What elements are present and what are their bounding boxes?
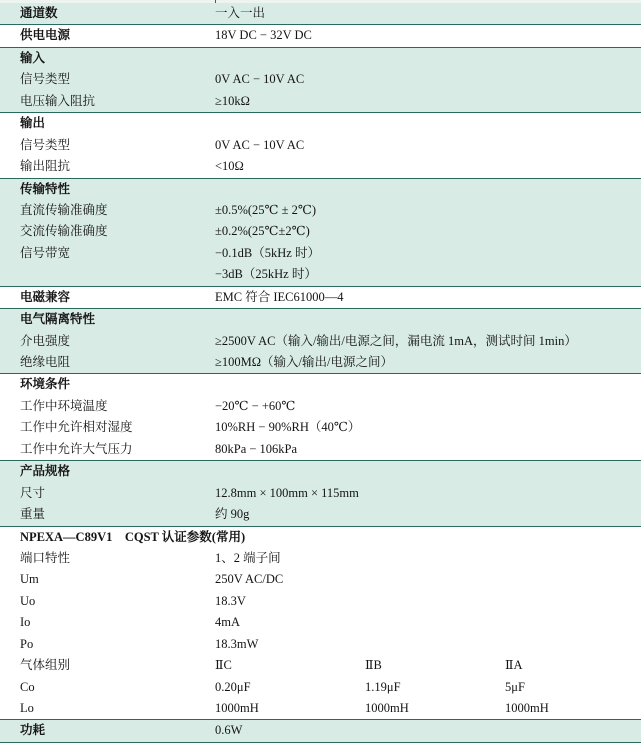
row-value: 约 90g <box>215 507 250 522</box>
row-value: 10%RH − 90%RH（40℃） <box>215 420 361 435</box>
table-row <box>0 677 641 698</box>
row-label: 输出 <box>20 116 46 131</box>
row-value: ⅡB <box>365 658 382 673</box>
row-label: Lo <box>20 701 34 716</box>
row-label: 信号类型 <box>20 137 71 152</box>
row-value: 4mA <box>215 615 240 630</box>
table-row <box>0 308 641 330</box>
row-value: 18.3mW <box>215 636 259 651</box>
table-row <box>0 569 641 590</box>
row-value: 5μF <box>505 679 525 694</box>
table-row <box>0 221 641 242</box>
row-value: ≥10kΩ <box>215 93 250 108</box>
row-label: 电压输入阻抗 <box>20 93 96 108</box>
table-row <box>0 135 641 156</box>
row-label: Uo <box>20 593 36 608</box>
table-row <box>0 373 641 395</box>
row-label: 信号类型 <box>20 72 71 87</box>
row-value: 1000mH <box>365 701 409 716</box>
row-value: 一入一出 <box>215 6 266 20</box>
row-label: 传输特性 <box>20 181 71 196</box>
row-value: ⅡA <box>505 658 523 673</box>
table-row <box>0 91 641 112</box>
spec-table-rows <box>0 3 641 743</box>
row-value: −20℃ − +60℃ <box>215 398 296 413</box>
table-row <box>0 698 641 719</box>
row-value: 1.19μF <box>365 679 401 694</box>
table-row <box>0 504 641 525</box>
table-row <box>0 331 641 352</box>
table-row <box>0 24 641 46</box>
row-label: 工作中环境温度 <box>20 398 108 413</box>
table-row <box>0 719 641 742</box>
row-label: 尺寸 <box>20 485 46 500</box>
row-value: 1000mH <box>505 701 549 716</box>
table-row <box>0 112 641 134</box>
row-label: Co <box>20 679 35 694</box>
row-label: 产品规格 <box>20 464 71 479</box>
table-row <box>0 243 641 286</box>
row-label: 输入 <box>20 50 46 65</box>
row-value: −3dB（25kHz 时） <box>215 267 317 282</box>
table-row <box>0 634 641 655</box>
row-label: 工作中允许相对湿度 <box>20 420 133 435</box>
row-label: 电气隔离特性 <box>20 312 96 327</box>
row-label: 直流传输准确度 <box>20 202 108 217</box>
row-label: 电磁兼容 <box>20 289 71 304</box>
row-label: 介电强度 <box>20 333 71 348</box>
row-label: NPEXA—C89V1 CQST 认证参数(常用) <box>20 529 246 544</box>
table-row <box>0 591 641 612</box>
row-value: 0V AC − 10V AC <box>215 137 305 152</box>
row-label: 交流传输准确度 <box>20 224 108 239</box>
table-row <box>0 156 641 177</box>
table-row <box>0 548 641 569</box>
table-row <box>0 655 641 676</box>
table-row <box>0 178 641 200</box>
row-label: 绝缘电阻 <box>20 355 71 370</box>
row-value: EMC 符合 IEC61000—4 <box>215 289 344 304</box>
row-value: <10Ω <box>215 159 244 174</box>
row-label: 工作中允许大气压力 <box>20 441 133 456</box>
row-label: 供电电源 <box>20 28 71 43</box>
table-row <box>0 69 641 90</box>
table-row <box>0 612 641 633</box>
row-label: Um <box>20 572 39 587</box>
row-label: 重量 <box>20 507 46 522</box>
row-label: 通道数 <box>20 6 58 20</box>
row-value: 18V DC − 32V DC <box>215 28 312 43</box>
row-value: −0.1dB（5kHz 时） <box>215 245 320 260</box>
row-value: 12.8mm × 100mm × 115mm <box>215 485 359 500</box>
row-label: 气体组别 <box>20 658 71 673</box>
table-row <box>0 439 641 460</box>
row-value: ≥100MΩ（输入/输出/电源之间） <box>215 355 393 370</box>
table-row <box>0 200 641 221</box>
row-value: 0.6W <box>215 723 243 738</box>
row-value: 0V AC − 10V AC <box>215 72 305 87</box>
row-label: 端口特性 <box>20 550 71 565</box>
row-value: 18.3V <box>215 593 246 608</box>
table-row <box>0 286 641 308</box>
row-label: 环境条件 <box>20 377 71 392</box>
row-value: ±0.2%(25℃±2℃) <box>215 224 310 239</box>
table-row <box>0 396 641 417</box>
row-label: 输出阻抗 <box>20 159 71 174</box>
table-row <box>0 460 641 482</box>
table-row <box>0 352 641 373</box>
row-label: Io <box>20 615 31 630</box>
table-row <box>0 47 641 69</box>
table-row <box>0 526 641 548</box>
table-row <box>0 483 641 504</box>
row-value: 80kPa − 106kPa <box>215 441 298 456</box>
row-value: 250V AC/DC <box>215 572 284 587</box>
row-label: 信号带宽 <box>20 245 71 260</box>
row-value: ⅡC <box>215 658 232 673</box>
row-label: 功耗 <box>20 723 46 738</box>
table-row <box>0 3 641 24</box>
row-label: Po <box>20 636 34 651</box>
row-value: 1、2 端子间 <box>215 550 281 565</box>
row-value: 1000mH <box>215 701 259 716</box>
row-value: ≥2500V AC（输入/输出/电源之间，漏电流 1mA，测试时间 1min） <box>215 333 577 348</box>
row-value: 0.20μF <box>215 679 251 694</box>
row-value: ±0.5%(25℃ ± 2℃) <box>215 202 317 217</box>
table-row <box>0 417 641 438</box>
